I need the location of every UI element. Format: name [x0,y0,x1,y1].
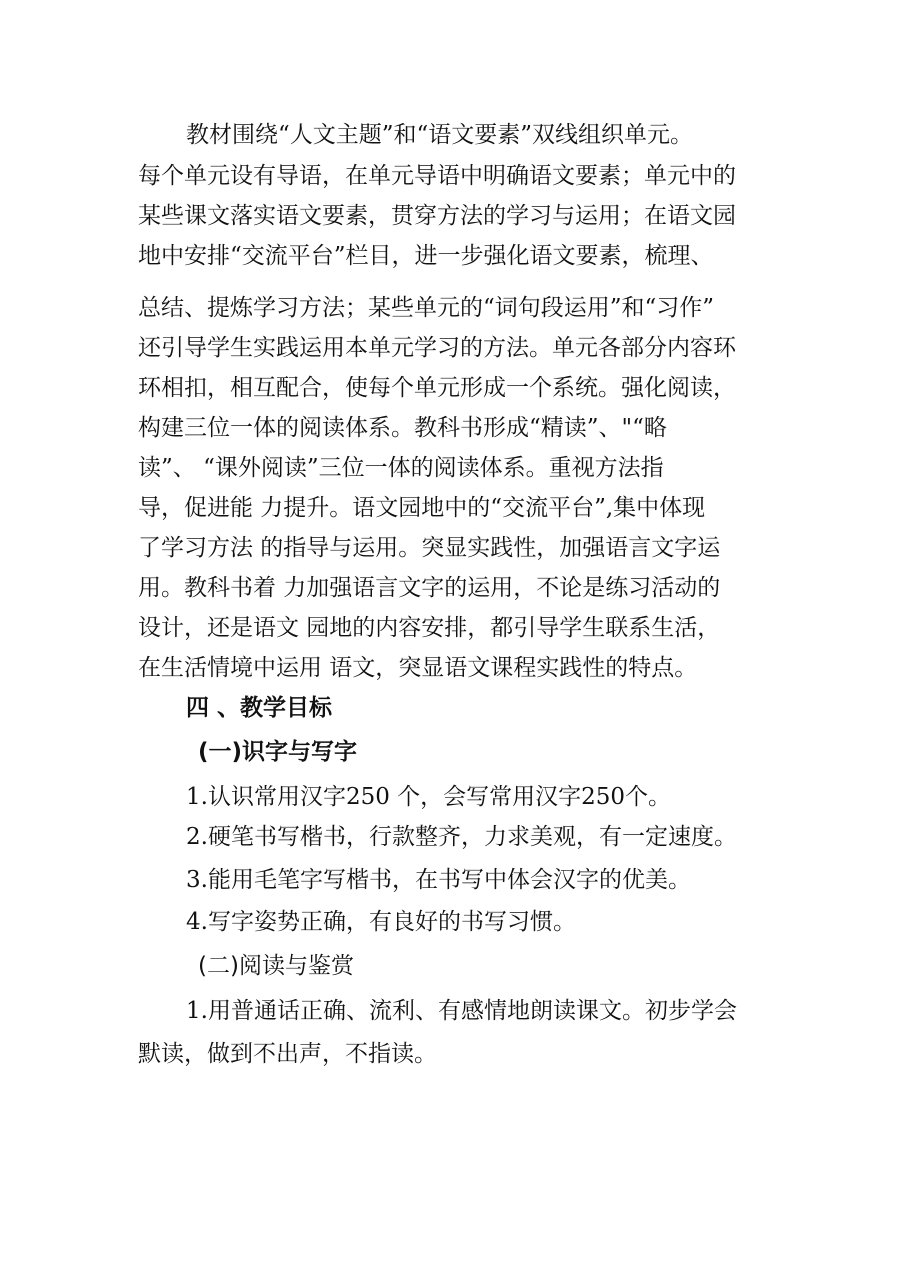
paragraph-line: 总结、提炼学习方法；某些单元的“词句段运用”和“习作” [138,295,715,321]
paragraph-line: 教材围绕“人文主题”和“语文要素”双线组织单元。 [186,122,694,148]
paragraph-line: 在生活情境中运用 语文，突显语文课程实践性的特点。 [138,655,698,681]
paragraph-line: 构建三位一体的阅读体系。教科书形成“精读”、"“略 [138,415,667,441]
paragraph-line: 还引导学生实践运用本单元学习的方法。单元各部分内容环 [138,335,736,361]
list-item: 1.用普通话正确、流利、有感情地朗读课文。初步学会 [186,998,737,1024]
paragraph-line: 读”、 “课外阅读”三位一体的阅读体系。重视方法指 [138,455,664,481]
list-item-continuation: 默读，做到不出声，不指读。 [138,1041,437,1067]
paragraph-line: 设计，还是语文 园地的内容安排，都引导学生联系生活， [138,615,721,641]
section-heading: 四 、教学目标 [186,695,333,721]
paragraph-line: 用。教科书着 力加强语言文字的运用，不论是练习活动的 [138,575,721,601]
paragraph-line: 地中安排“交流平台”栏目，进一步强化语文要素，梳理、 [138,243,714,269]
subsection-heading: (一)识字与写字 [198,739,358,765]
subsection-heading: (二)阅读与鉴赏 [198,953,354,979]
list-item: 3.能用毛笔字写楷书，在书写中体会汉字的优美。 [186,867,691,893]
paragraph-line: 某些课文落实语文要素，贯穿方法的学习与运用；在语文园 [138,203,736,229]
paragraph-line: 导，促进能 力提升。语文园地中的“交流平台”,集中体现 [138,495,706,521]
paragraph-line: 环相扣，相互配合，使每个单元形成一个系统。强化阅读， [138,375,736,401]
paragraph-line: 了学习方法 的指导与运用。突显实践性，加强语言文字运 [138,535,721,561]
list-item: 1.认识常用汉字250 个，会写常用汉字250个。 [186,784,672,810]
paragraph-line: 每个单元设有导语，在单元导语中明确语文要素；单元中的 [138,163,736,189]
list-item: 4.写字姿势正确，有良好的书写习惯。 [186,909,576,935]
list-item: 2.硬笔书写楷书，行款整齐，力求美观，有一定速度。 [186,824,737,850]
